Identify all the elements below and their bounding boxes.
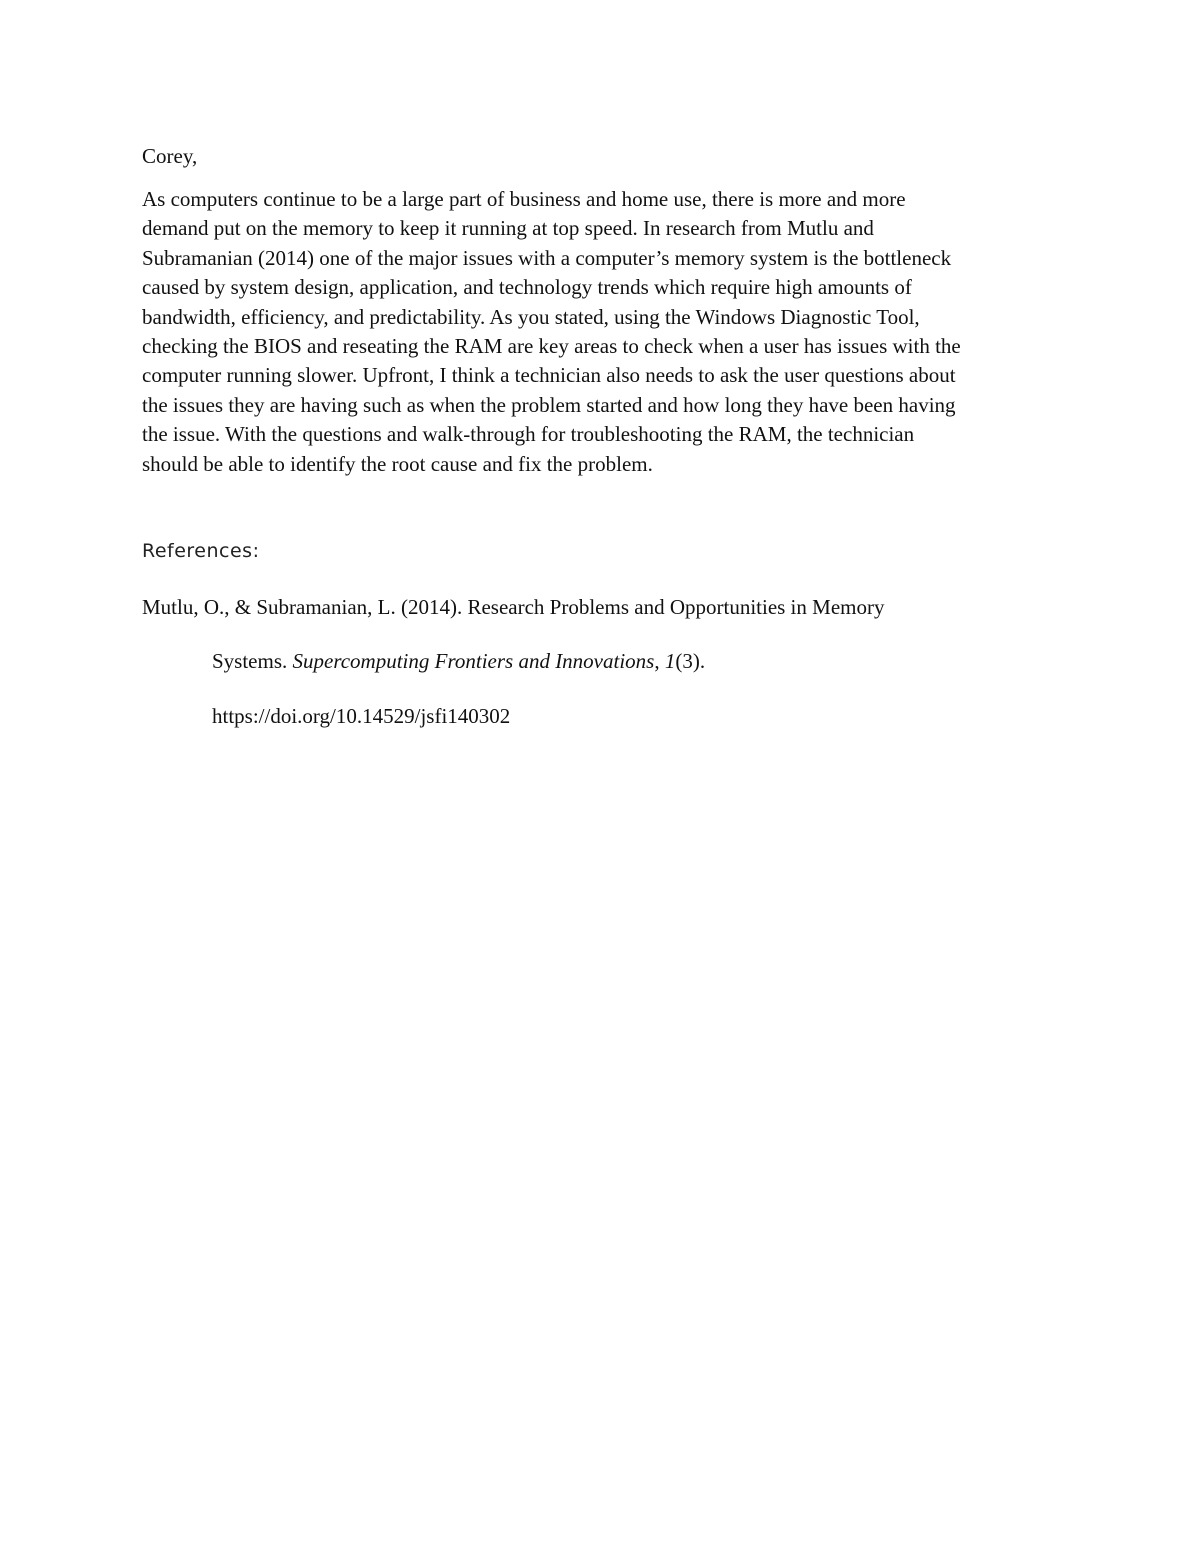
body-line: computer running slower. Upfront, I think a technician also needs to ask the user questions about (142, 363, 956, 388)
reference-issue: (3). (675, 649, 706, 673)
reference-volume: 1 (664, 649, 676, 673)
reference-line-journal (212, 647, 705, 676)
references-heading: References: (142, 540, 260, 562)
body-line: the issues they are having such as when the problem started and how long they have been having (142, 392, 956, 417)
body-line: Subramanian (2014) one of the major issues with a computer’s memory system is the bottleneck (142, 245, 952, 270)
greeting: Corey, (142, 144, 198, 168)
body-line: should be able to identify the root cause and fix the problem. (142, 451, 653, 476)
reference-journal-name: Supercomputing Frontiers and Innovations (292, 649, 655, 673)
body-line: demand put on the memory to keep it running at top speed. In research from Mutlu and (142, 216, 874, 241)
body-paragraph (142, 185, 1082, 479)
reference-title-end: Systems. (212, 649, 293, 673)
body-line: bandwidth, efficiency, and predictability. As you stated, using the Windows Diagnostic Tool, (142, 304, 920, 329)
reference-doi-link[interactable]: https://doi.org/10.14529/jsfi140302 (212, 704, 511, 728)
body-line: As computers continue to be a large part of business and home use, there is more and more (142, 187, 906, 211)
body-line: checking the BIOS and reseating the RAM are key areas to check when a user has issues with the (142, 334, 961, 359)
reference-line-authors: Mutlu, O., & Subramanian, L. (2014). Research Problems and Opportunities in Memory (142, 595, 885, 619)
body-line: the issue. With the questions and walk-through for troubleshooting the RAM, the technician (142, 422, 915, 447)
reference-comma: , (654, 649, 665, 673)
body-line: caused by system design, application, and technology trends which require high amounts of (142, 275, 912, 300)
